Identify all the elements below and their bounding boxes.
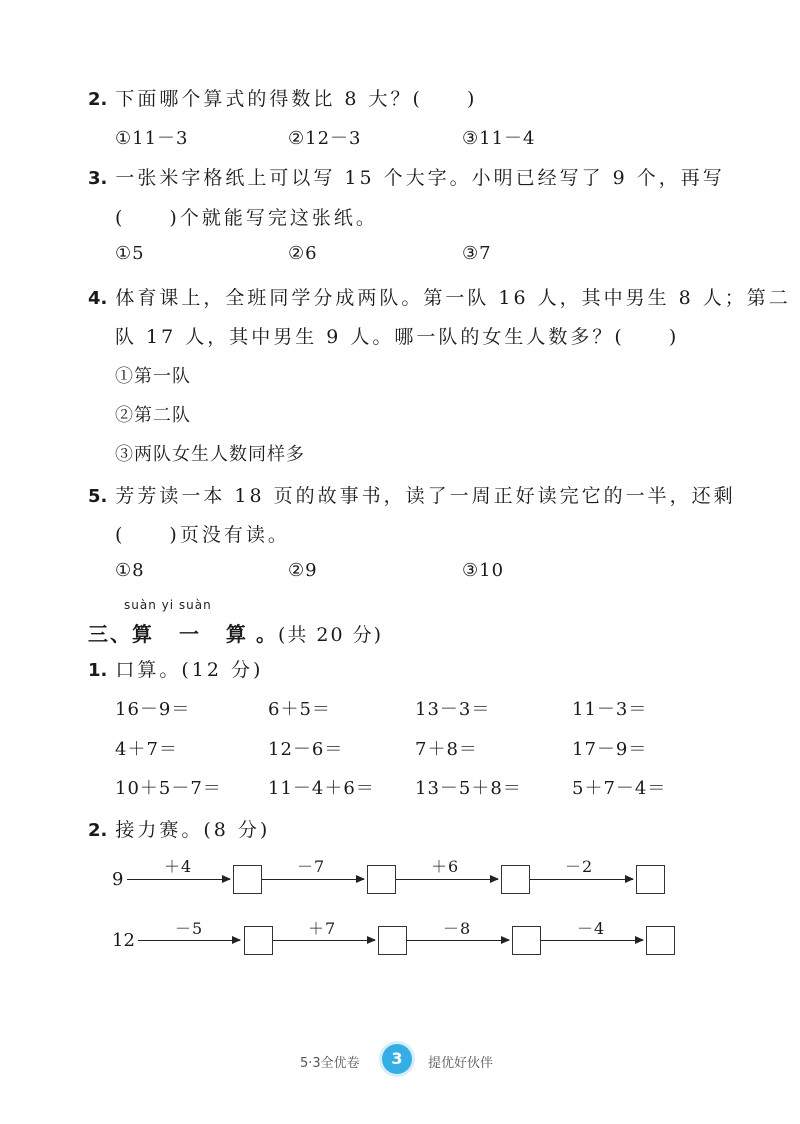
relay-start-value: 12 <box>112 930 135 951</box>
question-text-continued: ( )个就能写完这张纸。 <box>115 207 378 229</box>
answer-box[interactable] <box>501 865 530 894</box>
option: ②第二队 <box>115 405 191 426</box>
footer-slogan: 提优好伙伴 <box>428 1056 494 1071</box>
relay-start-value: 9 <box>112 869 124 890</box>
relay-operation: －5 <box>175 919 204 938</box>
section-pinyin: suàn yi suàn <box>124 598 212 612</box>
option: ①8 <box>115 560 145 581</box>
calc-heading <box>88 655 263 682</box>
question-text: 芳芳读一本 18 页的故事书，读了一周正好读完它的一半，还剩 <box>115 485 736 507</box>
question-5 <box>88 481 736 508</box>
answer-box[interactable] <box>233 865 262 894</box>
question-text: 下面哪个算式的得数比 8 大？( ) <box>115 88 478 110</box>
answer-box[interactable] <box>646 926 675 955</box>
relay-arrow <box>127 879 230 880</box>
calc-item: 13－5＋8＝ <box>415 778 522 799</box>
footer-brand: 5·3全优卷 <box>300 1056 360 1071</box>
option: ②6 <box>288 243 318 264</box>
option: ③11－4 <box>462 128 536 149</box>
question-text-continued: ( )页没有读。 <box>115 524 290 546</box>
relay-arrow <box>530 879 633 880</box>
section-prefix: 三、 <box>88 622 132 646</box>
calc-item: 13－3＝ <box>415 699 491 720</box>
question-2 <box>88 84 477 111</box>
relay-arrow <box>541 940 643 941</box>
relay-heading <box>88 815 270 842</box>
answer-box[interactable] <box>367 865 396 894</box>
section-title: 算 一 算 <box>132 622 256 646</box>
section-heading <box>88 618 383 647</box>
option: ②9 <box>288 560 318 581</box>
question-3 <box>88 163 725 190</box>
relay-operation: ＋6 <box>431 857 460 876</box>
relay-arrow <box>396 879 498 880</box>
relay-operation: ＋4 <box>164 857 193 876</box>
answer-box[interactable] <box>378 926 407 955</box>
option: ①5 <box>115 243 145 264</box>
calc-item: 4＋7＝ <box>115 739 178 760</box>
relay-operation: ＋7 <box>308 919 337 938</box>
relay-arrow <box>273 940 375 941</box>
calc-item: 6＋5＝ <box>268 699 331 720</box>
relay-operation: －4 <box>577 919 606 938</box>
calc-item: 17－9＝ <box>572 739 648 760</box>
relay-arrow <box>262 879 364 880</box>
answer-box[interactable] <box>636 865 665 894</box>
question-number: 5. <box>88 486 108 507</box>
answer-box[interactable] <box>244 926 273 955</box>
option: ③10 <box>462 560 505 581</box>
relay-operation: －8 <box>443 919 472 938</box>
section-title-tail: 。 <box>255 622 278 646</box>
relay-arrow <box>407 940 509 941</box>
relay-operation: －2 <box>565 857 594 876</box>
question-text: 一张米字格纸上可以写 15 个大字。小明已经写了 9 个，再写 <box>115 167 725 189</box>
question-text-continued: 队 17 人，其中男生 9 人。哪一队的女生人数多？( ) <box>115 326 680 348</box>
option: ③两队女生人数同样多 <box>115 444 305 465</box>
relay-title: 接力赛。(8 分) <box>115 819 271 841</box>
question-number: 2. <box>88 89 108 110</box>
option: ②12－3 <box>288 128 362 149</box>
section-score: (共 20 分) <box>277 624 384 646</box>
calc-title: 口算。(12 分) <box>115 659 264 681</box>
calc-item: 7＋8＝ <box>415 739 478 760</box>
option: ①第一队 <box>115 366 191 387</box>
calc-item: 11－4＋6＝ <box>268 778 375 799</box>
question-number: 2. <box>88 820 108 841</box>
page-number-badge: 3 <box>382 1044 412 1074</box>
option: ③7 <box>462 243 492 264</box>
question-text: 体育课上，全班同学分成两队。第一队 16 人，其中男生 8 人；第二 <box>115 287 791 309</box>
relay-arrow <box>138 940 240 941</box>
calc-item: 5＋7－4＝ <box>572 778 667 799</box>
calc-item: 16－9＝ <box>115 699 191 720</box>
question-number: 3. <box>88 168 108 189</box>
calc-item: 10＋5－7＝ <box>115 778 222 799</box>
question-number: 4. <box>88 288 108 309</box>
question-number: 1. <box>88 660 108 681</box>
answer-box[interactable] <box>512 926 541 955</box>
option: ①11－3 <box>115 128 189 149</box>
question-4 <box>88 283 791 310</box>
relay-operation: －7 <box>297 857 326 876</box>
calc-item: 12－6＝ <box>268 739 344 760</box>
calc-item: 11－3＝ <box>572 699 648 720</box>
